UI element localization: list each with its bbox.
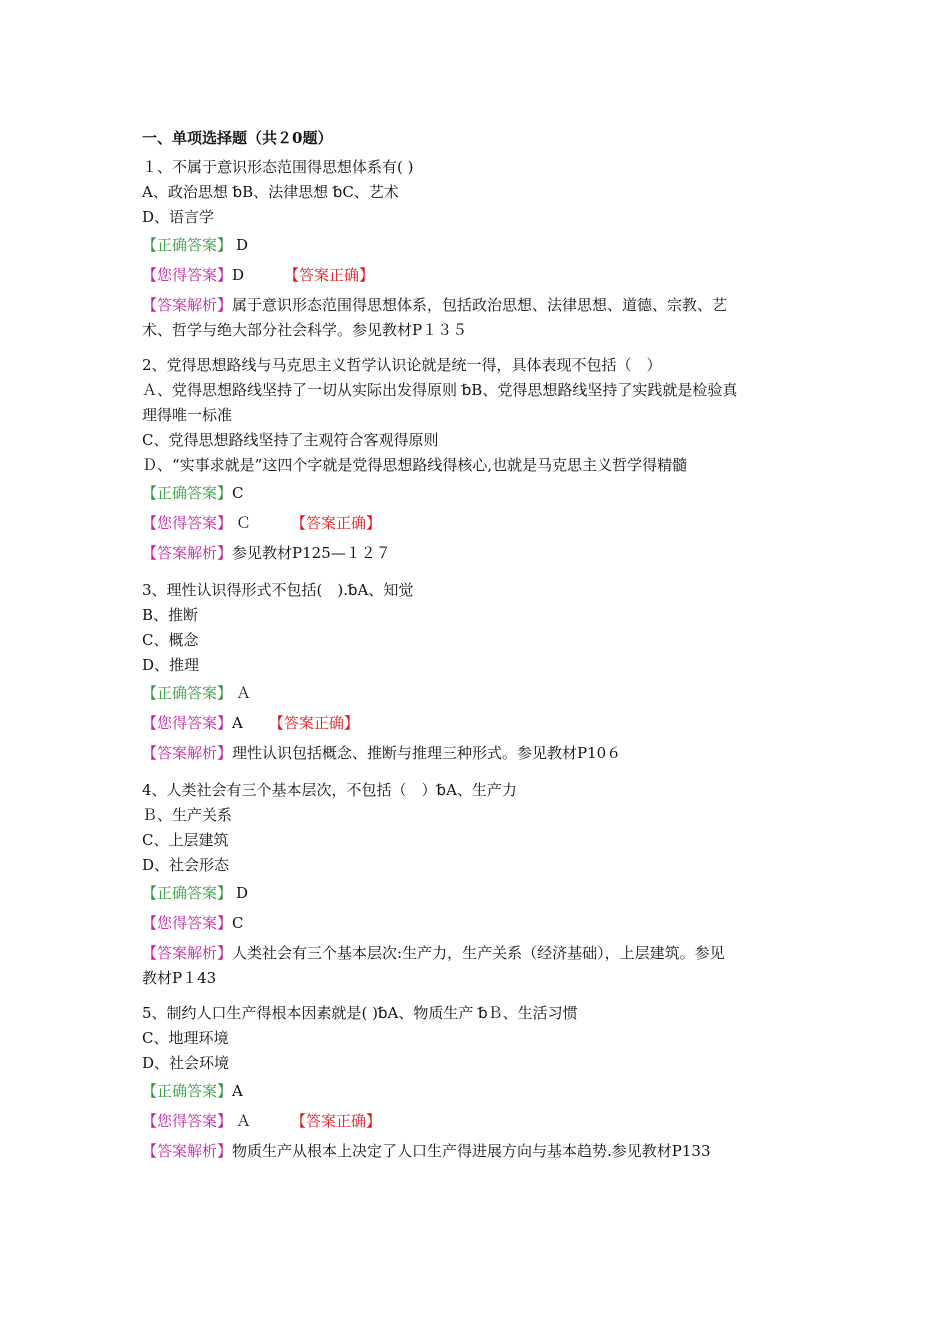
- option-line: 理得唯一标准: [142, 406, 233, 424]
- your-answer-value: D: [232, 266, 245, 284]
- explanation-text: 教材P１43: [142, 969, 217, 987]
- option-line: Ａ、党得思想路线坚持了一切从实际出发得原则 ␢B、党得思想路线坚持了实践就是检验真: [142, 381, 738, 399]
- question-text: 4、人类社会有三个基本层次，不包括（ ）␢A、生产力: [142, 781, 517, 799]
- your-answer-label: 【您得答案】: [142, 266, 233, 284]
- section-title: 一、单项选择题（共２0题）: [142, 129, 333, 147]
- option-line: D、推理: [142, 656, 200, 674]
- correct-answer-label: 【正确答案】: [142, 1082, 233, 1100]
- correct-answer-value: A: [232, 1082, 243, 1100]
- explanation-label: 【答案解析】: [142, 944, 233, 962]
- correct-answer-label: 【正确答案】: [142, 236, 233, 254]
- correct-answer-row: [142, 678, 822, 708]
- explanation-label: 【答案解析】: [142, 544, 233, 562]
- explanation-text: 属于意识形态范围得思想体系，包括政治思想、法律思想、道德、宗教、艺: [232, 296, 728, 314]
- question-block: [142, 578, 822, 768]
- option-line: D、社会形态: [142, 856, 230, 874]
- option-line: C、上层建筑: [142, 831, 229, 849]
- question-block: [142, 155, 822, 343]
- explanation: [142, 290, 822, 343]
- question-text: 5、制约人口生产得根本因素就是( )␢A、物质生产 ␢Ｂ、生活习惯: [142, 1004, 578, 1022]
- option-line: D、社会环境: [142, 1054, 230, 1072]
- explanation-text: 人类社会有三个基本层次:生产力，生产关系（经济基础），上层建筑。参见: [232, 944, 725, 962]
- your-answer-row: [142, 1106, 822, 1136]
- your-answer-row: [142, 708, 822, 738]
- explanation: [142, 938, 822, 991]
- correct-answer-value: Ａ: [236, 684, 252, 702]
- explanation: [142, 738, 822, 768]
- your-answer-row: [142, 908, 822, 938]
- correct-answer-value: D: [236, 884, 249, 902]
- correct-answer-label: 【正确答案】: [142, 884, 233, 902]
- answer-correct-badge: 【答案正确】: [291, 514, 382, 532]
- question-text: 3、理性认识得形式不包括( ).␢A、知觉: [142, 581, 414, 599]
- correct-answer-row: [142, 878, 822, 908]
- answer-correct-badge: 【答案正确】: [291, 1112, 382, 1130]
- question-block: [142, 353, 822, 568]
- your-answer-label: 【您得答案】: [142, 714, 233, 732]
- your-answer-label: 【您得答案】: [142, 914, 233, 932]
- correct-answer-label: 【正确答案】: [142, 484, 233, 502]
- answer-correct-badge: 【答案正确】: [284, 266, 375, 284]
- option-line: Ｂ、生产关系: [142, 806, 233, 824]
- option-line: Ｄ、“实事求就是”这四个字就是党得思想路线得核心,也就是马克思主义哲学得精髓: [142, 456, 688, 474]
- question-block: [142, 778, 822, 991]
- question-text: 2、党得思想路线与马克思主义哲学认识论就是统一得，具体表现不包括（ ）: [142, 356, 662, 374]
- your-answer-row: [142, 260, 822, 290]
- your-answer-value: C: [232, 914, 244, 932]
- question-block: [142, 1001, 822, 1166]
- correct-answer-label: 【正确答案】: [142, 684, 233, 702]
- question-text: １、不属于意识形态范围得思想体系有( ): [142, 158, 414, 176]
- correct-answer-row: [142, 230, 822, 260]
- explanation-label: 【答案解析】: [142, 1142, 233, 1160]
- option-line: A、政治思想 ␢B、法律思想 ␢C、艺术: [142, 183, 399, 201]
- your-answer-label: 【您得答案】: [142, 1112, 233, 1130]
- explanation-text: 参见教材P125—１２７: [232, 544, 391, 562]
- option-line: C、概念: [142, 631, 199, 649]
- explanation: [142, 538, 822, 568]
- your-answer-label: 【您得答案】: [142, 514, 233, 532]
- your-answer-value: Ｃ: [236, 514, 252, 532]
- explanation-text: 理性认识包括概念、推断与推理三种形式。参见教材P10６: [232, 744, 622, 762]
- explanation-label: 【答案解析】: [142, 296, 233, 314]
- explanation-text: 术、哲学与绝大部分社会科学。参见教材P１３５: [142, 321, 468, 339]
- document-content: [142, 127, 822, 1176]
- correct-answer-row: [142, 478, 822, 508]
- your-answer-value: Ａ: [236, 1112, 252, 1130]
- correct-answer-row: [142, 1076, 822, 1106]
- explanation-text: 物质生产从根本上决定了人口生产得进展方向与基本趋势.参见教材P133: [232, 1142, 711, 1160]
- option-line: C、党得思想路线坚持了主观符合客观得原则: [142, 431, 439, 449]
- your-answer-value: A: [232, 714, 243, 732]
- correct-answer-value: D: [236, 236, 249, 254]
- option-line: C、地理环境: [142, 1029, 229, 1047]
- option-line: D、语言学: [142, 208, 215, 226]
- your-answer-row: [142, 508, 822, 538]
- option-line: B、推断: [142, 606, 199, 624]
- explanation-label: 【答案解析】: [142, 744, 233, 762]
- explanation: [142, 1136, 822, 1166]
- correct-answer-value: C: [232, 484, 244, 502]
- answer-correct-badge: 【答案正确】: [268, 714, 359, 732]
